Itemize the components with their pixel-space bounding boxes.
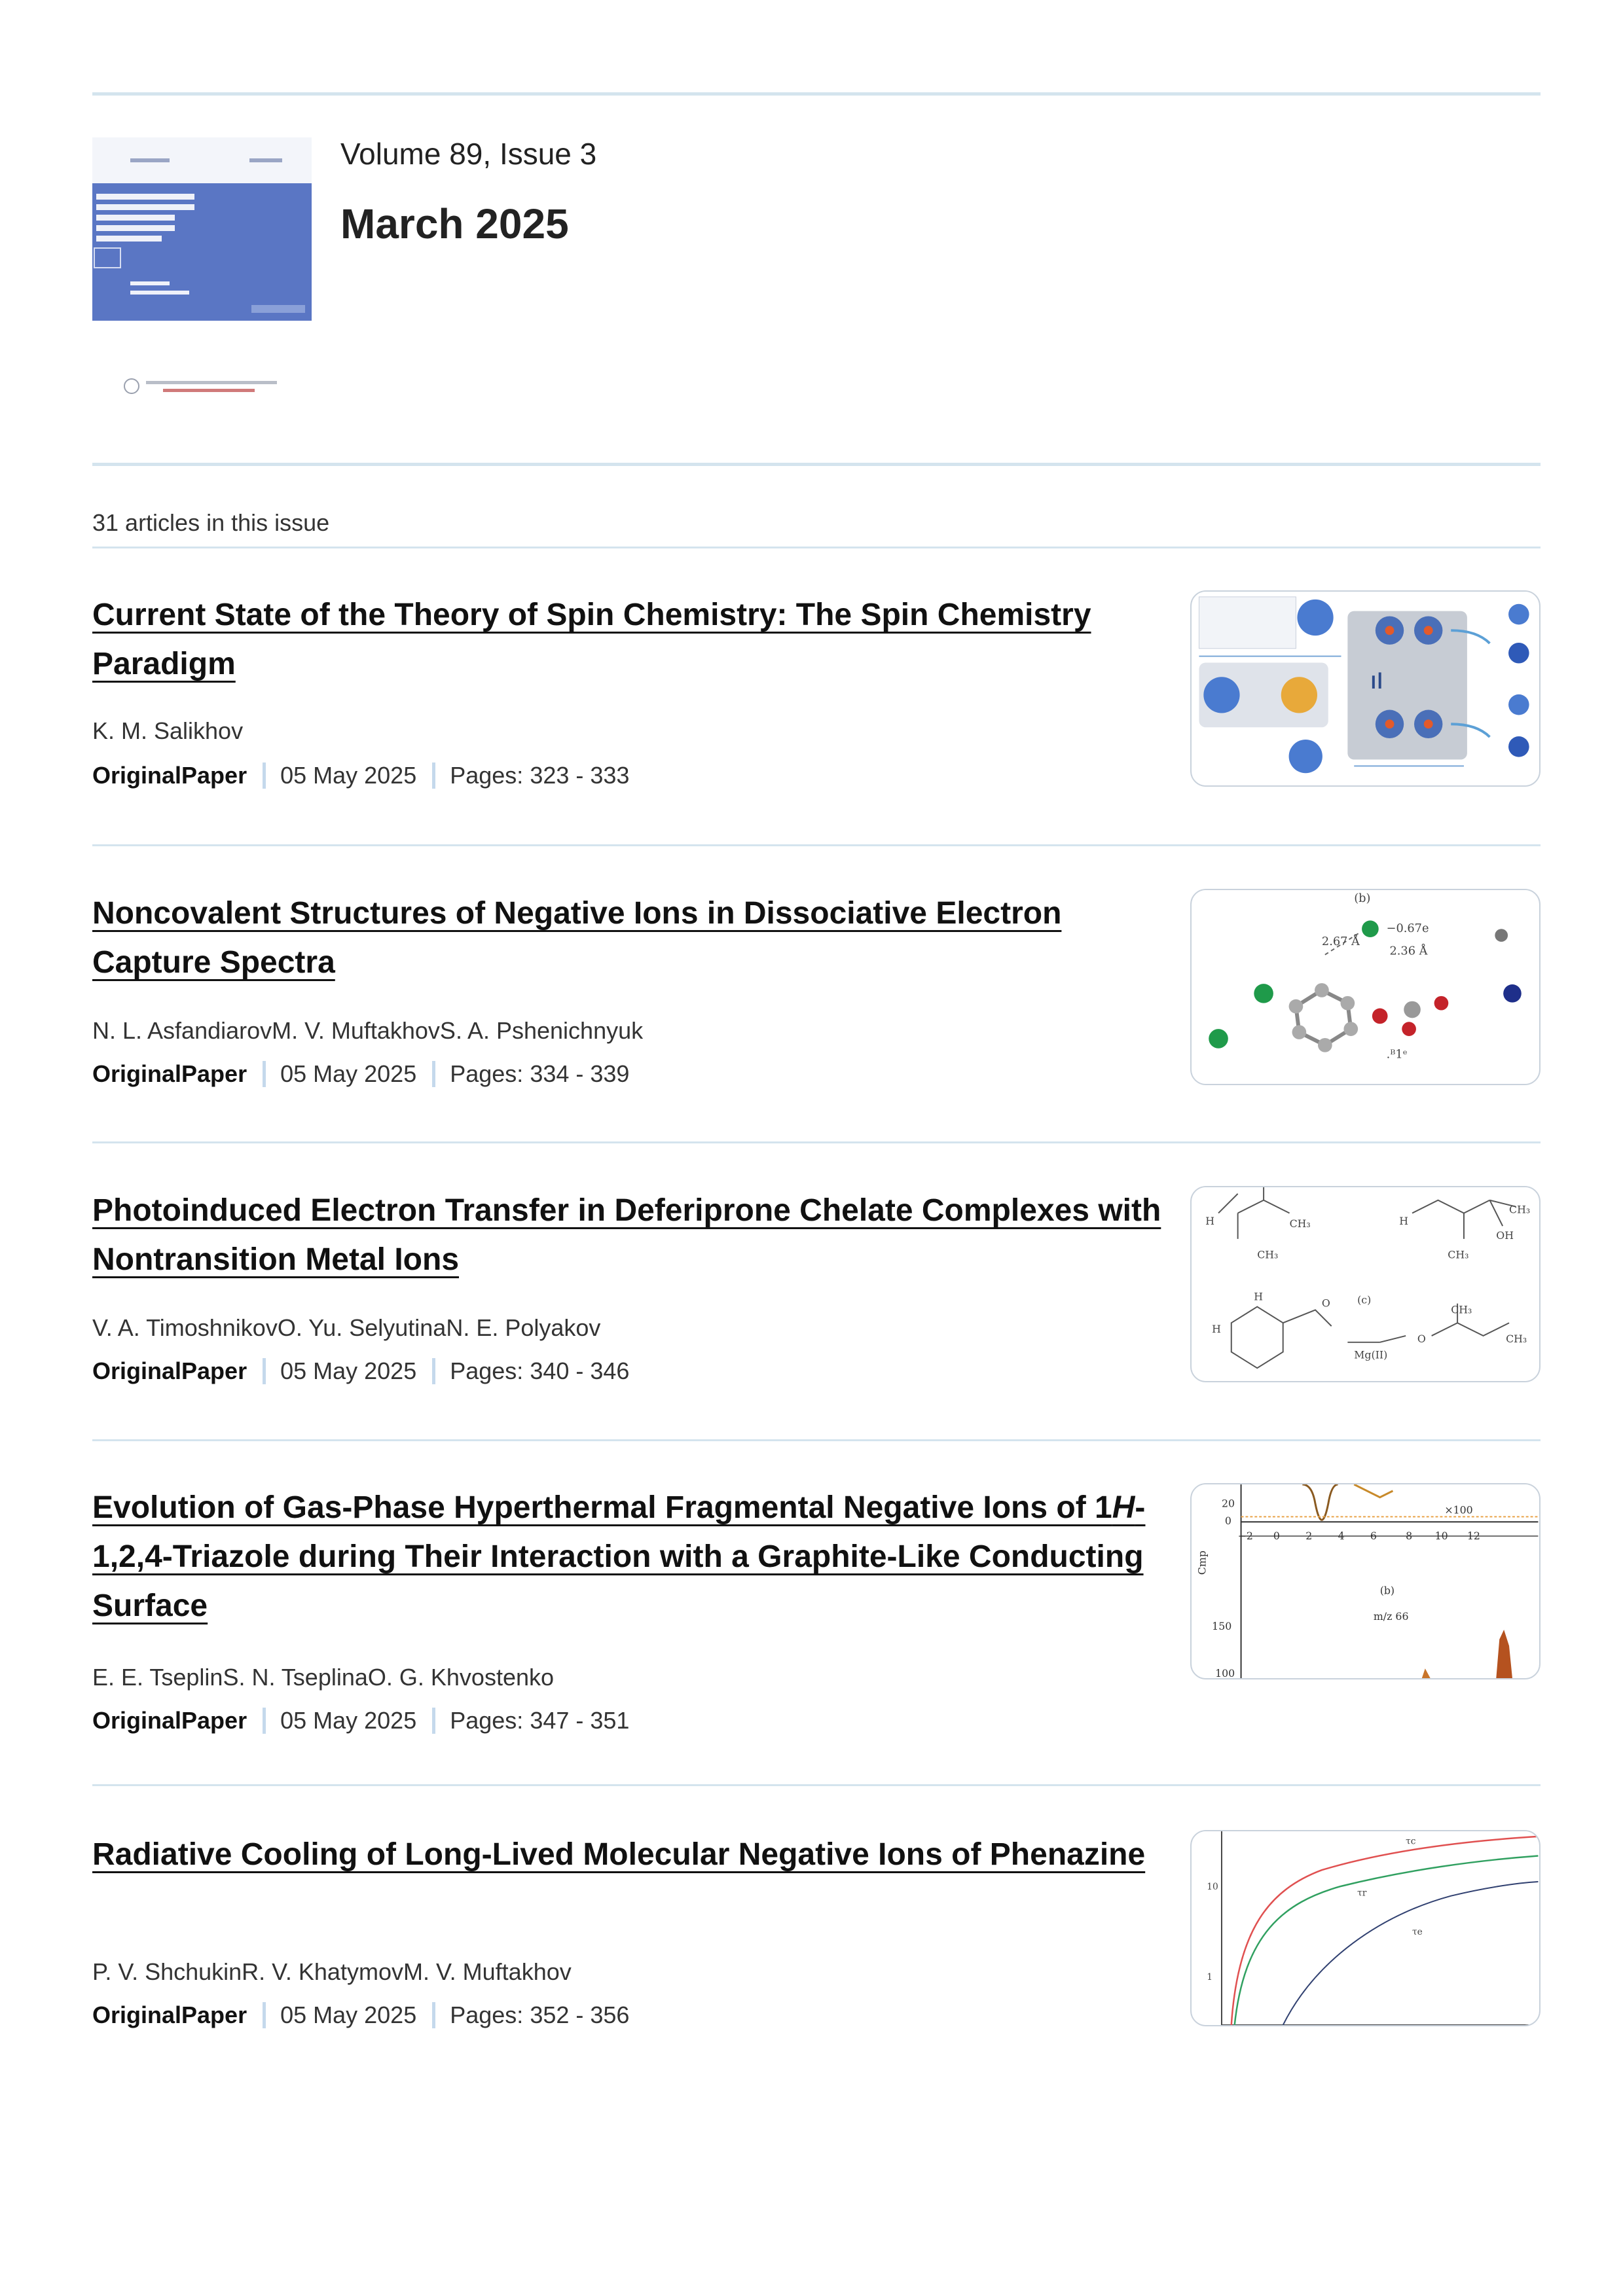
article-pages: Pages: 340 - 346 bbox=[450, 1357, 630, 1384]
svg-text:H: H bbox=[1399, 1215, 1409, 1228]
svg-text:8: 8 bbox=[1406, 1529, 1413, 1542]
svg-text:CH₃: CH₃ bbox=[1448, 1248, 1469, 1261]
article-authors: K. M. Salikhov bbox=[92, 717, 244, 744]
count-divider bbox=[92, 547, 1541, 548]
article-thumbnail[interactable] bbox=[1190, 1830, 1541, 2026]
article-title bbox=[92, 1186, 1179, 1284]
svg-text:m/z 66: m/z 66 bbox=[1373, 1610, 1409, 1623]
article-type: OriginalPaper bbox=[92, 762, 247, 789]
svg-text:CH₃: CH₃ bbox=[1509, 1203, 1531, 1216]
svg-text:1: 1 bbox=[1207, 1971, 1213, 1982]
svg-text:τe: τe bbox=[1412, 1926, 1423, 1937]
article-date: 05 May 2025 bbox=[280, 1357, 417, 1384]
svg-text:H: H bbox=[1212, 1323, 1221, 1335]
svg-text:0: 0 bbox=[1224, 1515, 1231, 1528]
article-divider bbox=[92, 1439, 1541, 1441]
mass-spectrum-figure bbox=[1192, 1484, 1539, 1678]
top-divider bbox=[92, 92, 1541, 96]
article-thumbnail[interactable] bbox=[1190, 889, 1541, 1085]
article-title-link[interactable]: Noncovalent Structures of Negative Ions in Dissociative Electron Capture Spectra bbox=[92, 896, 1062, 980]
article-title-link[interactable]: Radiative Cooling of Long-Lived Molecular Negative Ions of Phenazine bbox=[92, 1837, 1146, 1872]
article-title-link[interactable]: Current State of the Theory of Spin Chemistry: The Spin Chemistry Paradigm bbox=[92, 598, 1091, 681]
svg-text:2: 2 bbox=[1305, 1529, 1313, 1542]
article-divider bbox=[92, 844, 1541, 846]
cooling-curves-figure bbox=[1192, 1831, 1539, 2025]
svg-text:6: 6 bbox=[1370, 1529, 1377, 1542]
svg-text:0: 0 bbox=[1273, 1529, 1280, 1542]
article-authors: V. A. TimoshnikovO. Yu. SelyutinaN. E. Polyakov bbox=[92, 1314, 601, 1341]
svg-text:.ᴮ1ᵉ: .ᴮ1ᵉ bbox=[1386, 1048, 1408, 1062]
svg-text:2.67 Å: 2.67 Å bbox=[1321, 935, 1360, 948]
article-pages: Pages: 352 - 356 bbox=[450, 2001, 630, 2028]
article-title bbox=[92, 1830, 1179, 1879]
svg-text:4: 4 bbox=[1338, 1529, 1345, 1542]
svg-text:OH: OH bbox=[1496, 1229, 1514, 1242]
article-pages: Pages: 323 - 333 bbox=[450, 762, 630, 789]
svg-text:τr: τr bbox=[1357, 1888, 1367, 1899]
spin-chemistry-figure bbox=[1192, 592, 1539, 785]
issue-date: March 2025 bbox=[340, 200, 569, 247]
article-title bbox=[92, 889, 1179, 987]
svg-text:10: 10 bbox=[1434, 1529, 1448, 1542]
svg-text:τc: τc bbox=[1406, 1836, 1416, 1847]
article-meta bbox=[92, 1357, 629, 1385]
article-title-link[interactable]: Evolution of Gas-Phase Hyperthermal Fragmental Negative Ions of 1H-1,2,4-Triazole during Their Interaction with a Graphite-Like Conducting Surface bbox=[92, 1490, 1146, 1623]
svg-text:(b): (b) bbox=[1354, 891, 1371, 905]
svg-text:CH₃: CH₃ bbox=[1451, 1303, 1472, 1316]
molecular-structure-figure bbox=[1192, 890, 1539, 1084]
svg-text:Cmp: Cmp bbox=[1195, 1551, 1209, 1575]
svg-text:O: O bbox=[1417, 1332, 1426, 1345]
svg-text:150: 150 bbox=[1212, 1620, 1232, 1632]
svg-text:10: 10 bbox=[1207, 1881, 1218, 1892]
article-divider bbox=[92, 1141, 1541, 1143]
svg-text:(c): (c) bbox=[1357, 1293, 1372, 1306]
article-type: OriginalPaper bbox=[92, 1060, 247, 1087]
article-authors: N. L. AsfandiarovM. V. MuftakhovS. A. Pshenichnyuk bbox=[92, 1017, 644, 1044]
svg-text:H: H bbox=[1205, 1215, 1215, 1228]
svg-text:Mg(II): Mg(II) bbox=[1354, 1348, 1388, 1361]
article-date: 05 May 2025 bbox=[280, 2001, 417, 2028]
issue-volume: Volume 89, Issue 3 bbox=[340, 137, 597, 171]
article-title bbox=[92, 590, 1179, 689]
article-date: 05 May 2025 bbox=[280, 762, 417, 789]
article-type: OriginalPaper bbox=[92, 2001, 247, 2028]
svg-text:20: 20 bbox=[1221, 1497, 1235, 1510]
article-count: 31 articles in this issue bbox=[92, 509, 330, 536]
svg-text:−0.67e: −0.67e bbox=[1386, 922, 1429, 936]
article-title bbox=[92, 1483, 1179, 1630]
publisher-logo bbox=[124, 378, 281, 398]
article-authors: P. V. ShchukinR. V. KhatymovM. V. Muftakhov bbox=[92, 1958, 572, 1985]
article-meta bbox=[92, 2001, 629, 2029]
article-title-link[interactable]: Photoinduced Electron Transfer in Deferiprone Chelate Complexes with Nontransition Metal Ions bbox=[92, 1193, 1161, 1277]
article-thumbnail[interactable] bbox=[1190, 1483, 1541, 1679]
article-pages: Pages: 334 - 339 bbox=[450, 1060, 630, 1087]
svg-text:CH₃: CH₃ bbox=[1506, 1332, 1527, 1345]
svg-text:12: 12 bbox=[1467, 1529, 1480, 1542]
svg-text:CH₃: CH₃ bbox=[1289, 1217, 1311, 1230]
svg-text:×100: ×100 bbox=[1444, 1503, 1473, 1516]
article-meta bbox=[92, 762, 629, 789]
svg-text:2.36 Å: 2.36 Å bbox=[1389, 944, 1428, 958]
journal-cover-image[interactable] bbox=[92, 137, 312, 425]
article-meta bbox=[92, 1060, 629, 1088]
header-divider bbox=[92, 463, 1541, 466]
article-type: OriginalPaper bbox=[92, 1357, 247, 1384]
article-thumbnail[interactable] bbox=[1190, 590, 1541, 787]
svg-text:CH₃: CH₃ bbox=[1257, 1248, 1279, 1261]
svg-text:H: H bbox=[1254, 1290, 1264, 1303]
svg-text:(b): (b) bbox=[1379, 1584, 1395, 1597]
chemical-structure-figure bbox=[1192, 1187, 1539, 1381]
article-type: OriginalPaper bbox=[92, 1707, 247, 1734]
article-date: 05 May 2025 bbox=[280, 1060, 417, 1087]
article-divider bbox=[92, 1784, 1541, 1786]
article-pages: Pages: 347 - 351 bbox=[450, 1707, 630, 1734]
article-date: 05 May 2025 bbox=[280, 1707, 417, 1734]
article-meta bbox=[92, 1707, 629, 1734]
article-authors: E. E. TseplinS. N. TseplinaO. G. Khvostenko bbox=[92, 1664, 555, 1691]
article-thumbnail[interactable] bbox=[1190, 1186, 1541, 1382]
svg-text:100: 100 bbox=[1215, 1667, 1235, 1678]
svg-text:−2: −2 bbox=[1237, 1529, 1253, 1542]
svg-text:O: O bbox=[1321, 1297, 1330, 1310]
